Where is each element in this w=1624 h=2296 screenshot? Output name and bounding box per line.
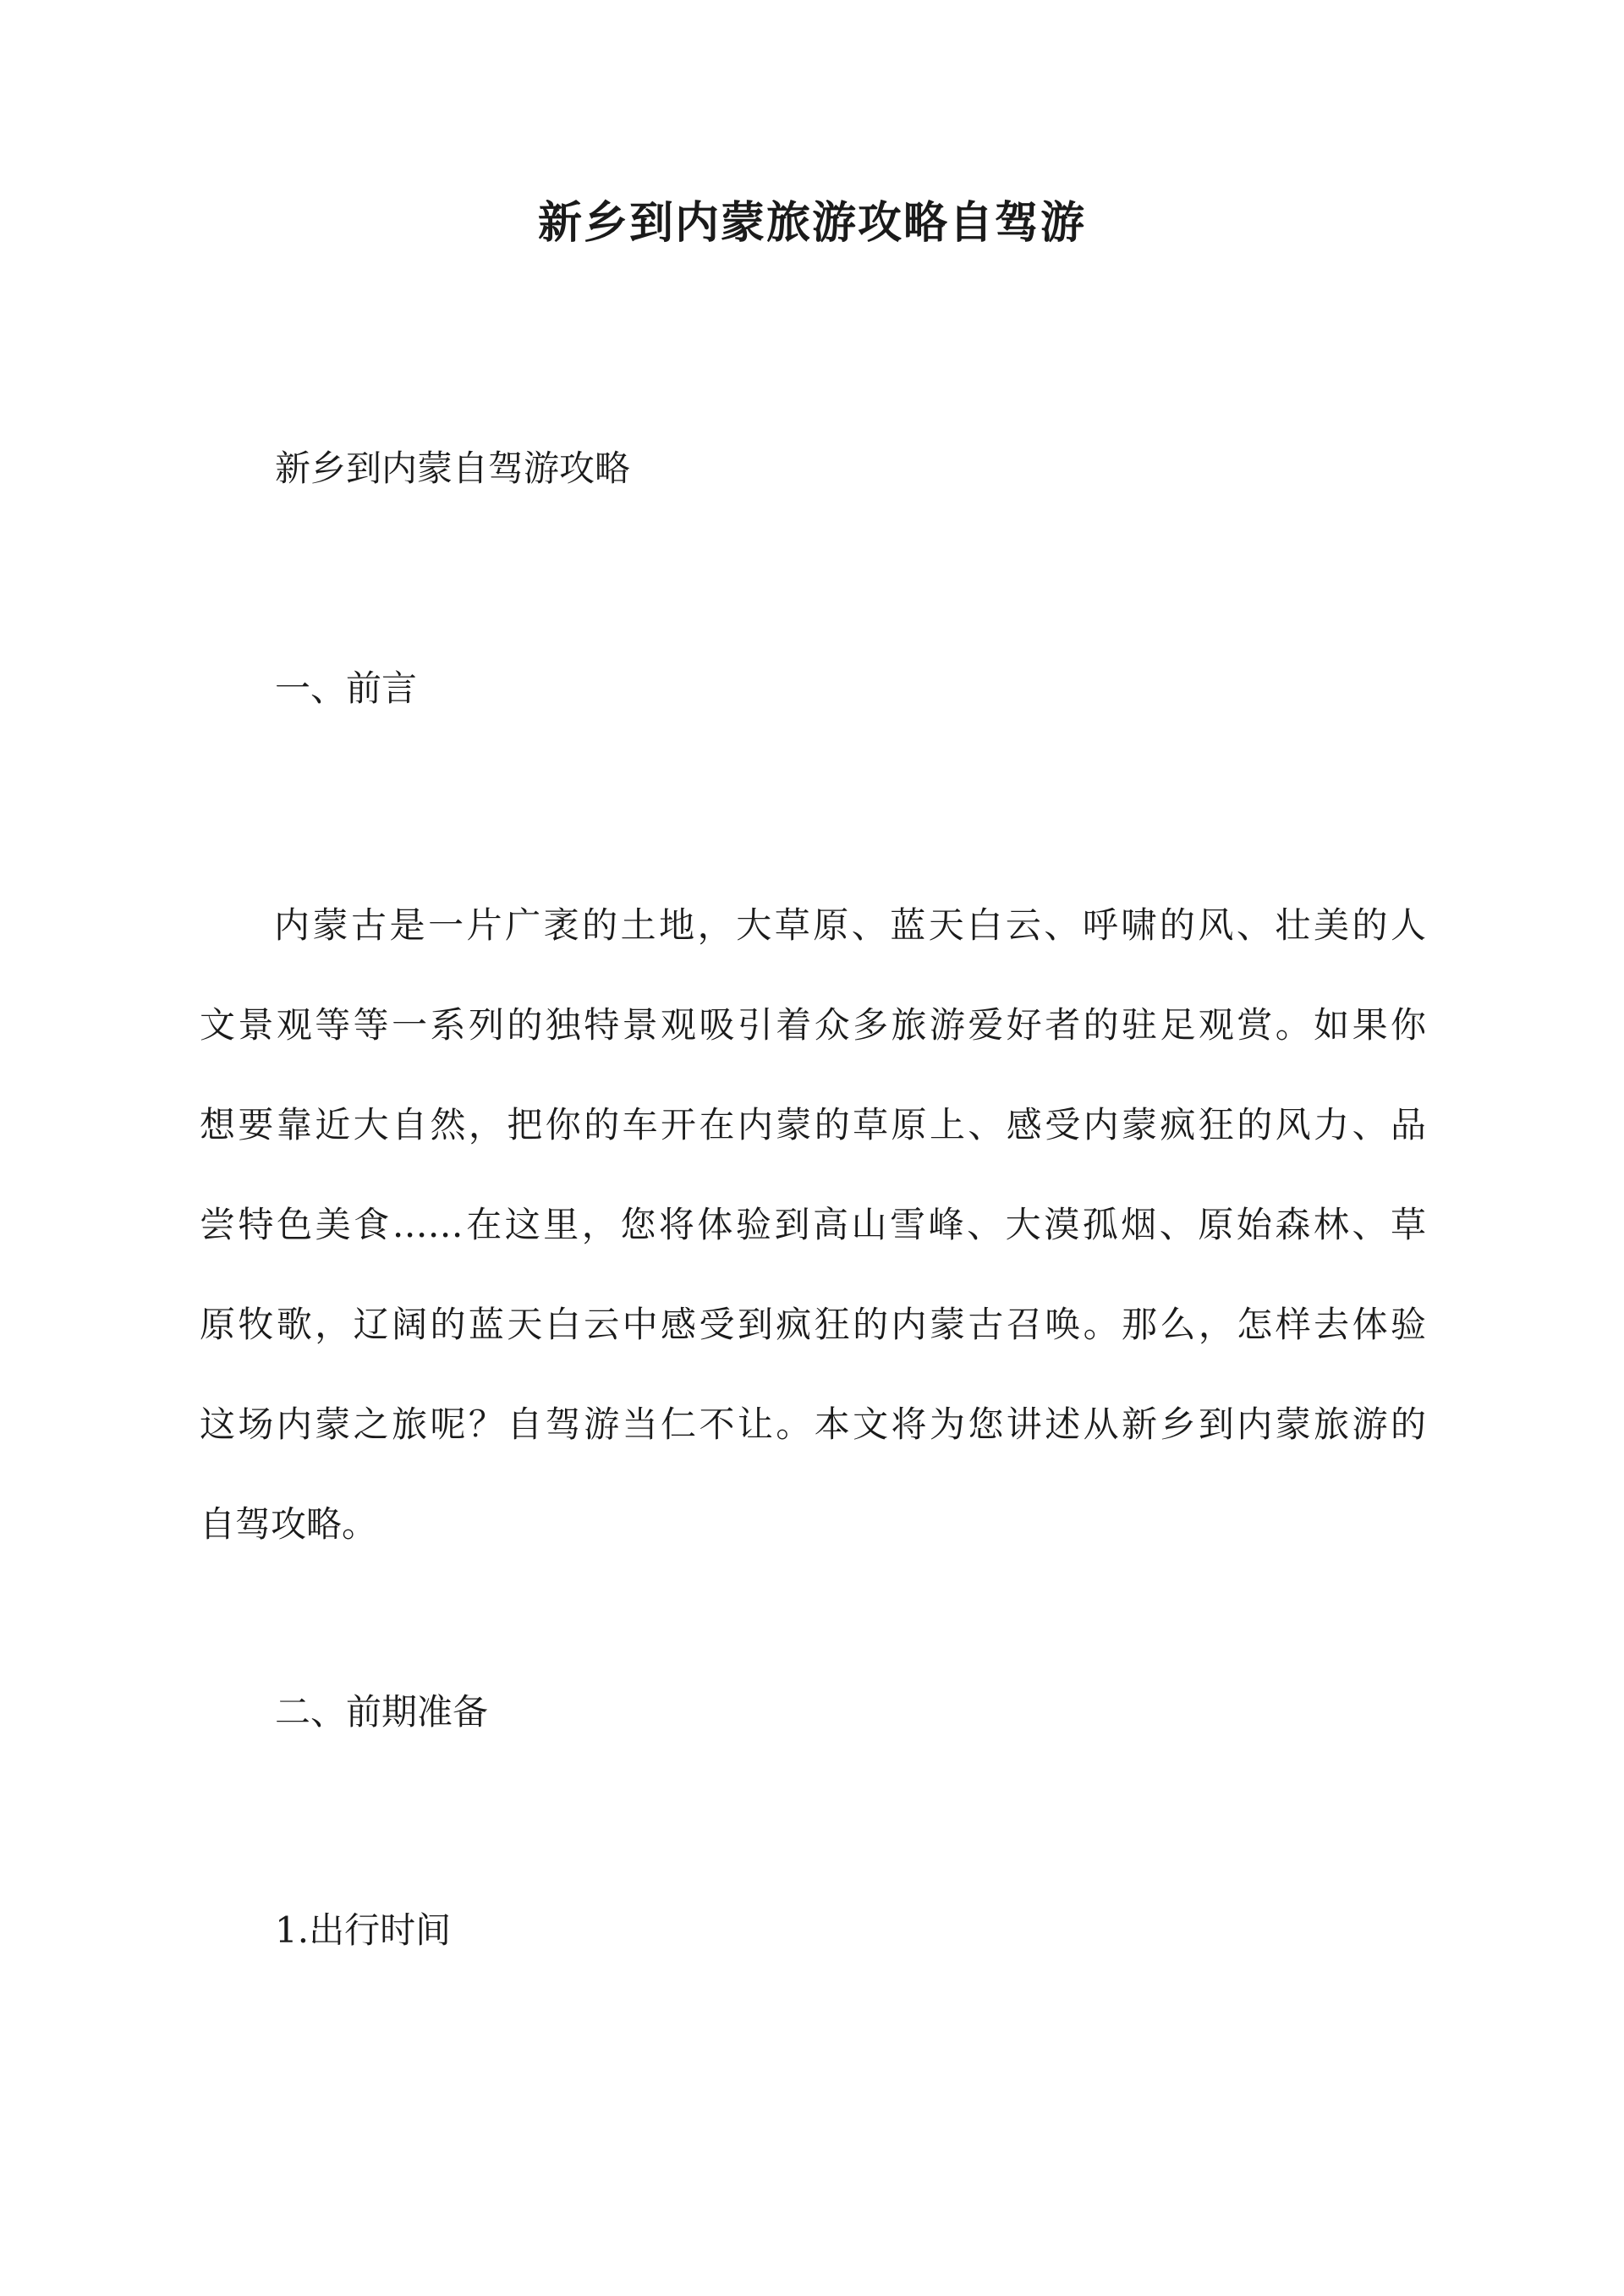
document-title: 新乡到内蒙旅游攻略自驾游 [537, 197, 1086, 249]
paragraph-line: 文景观等等一系列的独特景观吸引着众多旅游爱好者的驻足观赏。如果你 [200, 1004, 1426, 1046]
section-heading-preparation: 二、前期准备 [275, 1691, 489, 1733]
paragraph-line: 内蒙古是一片广袤的土地，大草原、蓝天白云、呼啸的风、壮美的人 [274, 904, 1426, 946]
paragraph-line: 尝特色美食……在这里，您将体验到高山雪峰、大漠孤烟、原始森林、草 [200, 1204, 1426, 1245]
paragraph-line: 这场内蒙之旅呢？自驾游当仁不让。本文将为您讲述从新乡到内蒙旅游的 [200, 1403, 1426, 1445]
preface-paragraph [200, 876, 1426, 1574]
paragraph-line: 原牧歌，辽阔的蓝天白云中感受到疯狂的内蒙古召唤。那么，怎样去体验 [200, 1304, 1426, 1345]
paragraph-line: 想要靠近大自然，把你的车开在内蒙的草原上、感受内蒙疯狂的风力、品 [200, 1104, 1426, 1145]
section-heading-preface: 一、前言 [275, 667, 418, 709]
document-subtitle: 新乡到内蒙自驾游攻略 [275, 448, 631, 489]
paragraph-line: 自驾攻略。 [200, 1503, 378, 1545]
subsection-heading-travel-time: 1.出行时间 [275, 1909, 452, 1951]
